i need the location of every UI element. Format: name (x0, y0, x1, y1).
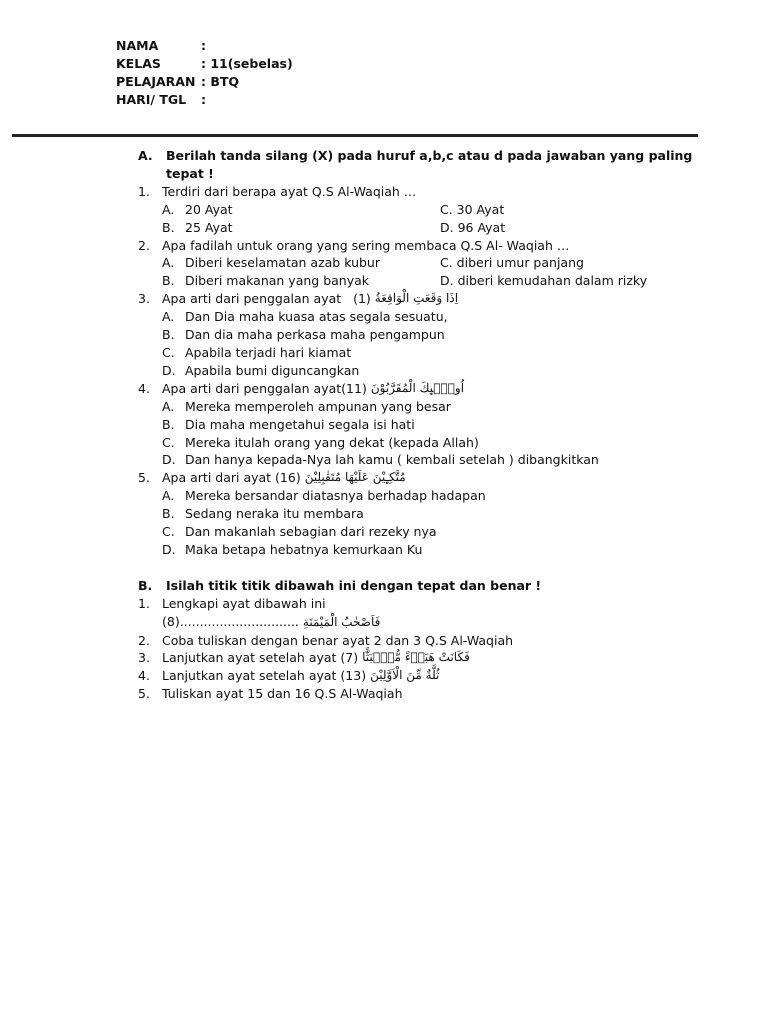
option-text: Dan hanya kepada-Nya lah kamu ( kembali setelah ) dibangkitkan (185, 452, 599, 468)
question-number: 5. (138, 470, 150, 486)
option-text: Apabila terjadi hari kiamat (185, 344, 352, 360)
header-row-nama (116, 37, 293, 55)
header-value: : BTQ (201, 74, 240, 89)
option-text: Dan Dia maha kuasa atas segala sesuatu, (185, 309, 448, 325)
essay-question-5 (138, 685, 698, 703)
section-a-title (138, 147, 698, 183)
question-text: Lanjutkan ayat setelah ayat (13) (162, 668, 367, 684)
section-instruction: Berilah tanda silang (X) pada huruf a,b,c atau d pada jawaban yang paling tepat ! (166, 148, 693, 181)
option-a[interactable] (162, 201, 440, 219)
option-text: D. 96 Ayat (440, 219, 506, 235)
option-letter: A. (162, 255, 175, 271)
arabic-verse: فَكَانَتْ هَبَاۤءً مُّنْۢبَثًّا (362, 650, 470, 665)
header-value: : (201, 92, 206, 107)
question-number: 2. (138, 237, 150, 253)
option-text: Maka betapa hebatnya kemurkaan Ku (185, 541, 423, 557)
essay-question-4 (138, 667, 698, 685)
section-number: B. (138, 577, 153, 593)
option-text: D. diberi kemudahan dalam rizky (440, 273, 648, 289)
arabic-verse: ثُلَّةٌ مِّنَ الْاَوَّلِيْنَ (370, 668, 440, 683)
essay-question-2 (138, 632, 698, 650)
option-c[interactable] (162, 523, 698, 541)
option-letter: B. (162, 219, 175, 235)
question-text: Lengkapi ayat dibawah ini (162, 595, 326, 611)
worksheet-content (138, 147, 698, 703)
section-instruction: Isilah titik titik dibawah ini dengan tepat dan benar ! (166, 577, 542, 593)
question-text: Apa arti dari penggalan ayat(11) (162, 380, 367, 396)
option-text: Dan makanlah sebagian dari rezeky nya (185, 524, 437, 540)
option-letter: B. (162, 506, 175, 522)
option-text: Dan dia maha perkasa maha pengampun (185, 327, 445, 343)
option-d[interactable] (440, 219, 698, 237)
option-b[interactable] (162, 416, 698, 434)
option-a[interactable] (162, 398, 698, 416)
option-d[interactable] (162, 541, 698, 559)
option-letter: A. (162, 201, 175, 217)
option-c[interactable] (162, 434, 698, 452)
question-number: 5. (138, 686, 150, 702)
option-d[interactable] (162, 362, 698, 380)
option-b[interactable] (162, 219, 440, 237)
option-letter: B. (162, 416, 175, 432)
section-number: A. (138, 148, 153, 163)
option-letter: A. (162, 309, 175, 325)
option-letter: A. (162, 488, 175, 504)
question-5 (138, 469, 698, 487)
option-text: Mereka itulah orang yang dekat (kepada Allah) (185, 434, 479, 450)
option-letter: B. (162, 327, 175, 343)
option-b[interactable] (162, 272, 440, 290)
option-letter: A. (162, 398, 175, 414)
essay-question-1 (138, 595, 698, 613)
option-text: C. 30 Ayat (440, 201, 505, 217)
question-number: 4. (138, 380, 150, 396)
option-d[interactable] (162, 451, 698, 469)
question-number: 3. (138, 650, 150, 666)
question-2 (138, 237, 698, 255)
option-a[interactable] (162, 254, 440, 272)
option-text: 20 Ayat (185, 201, 233, 217)
option-c[interactable] (162, 344, 698, 362)
header-divider (12, 134, 698, 137)
question-1-options (162, 201, 698, 237)
option-a[interactable] (162, 487, 698, 505)
header-value: : 11(sebelas) (201, 56, 293, 71)
essay-question-3 (138, 649, 698, 667)
option-text: 25 Ayat (185, 219, 233, 235)
question-text: Terdiri dari berapa ayat Q.S Al-Waqiah … (162, 183, 417, 199)
question-3-options (162, 308, 698, 380)
option-text: Diberi makanan yang banyak (185, 273, 370, 289)
header-label: HARI/ TGL (116, 92, 187, 107)
question-1 (138, 183, 698, 201)
option-text: Sedang neraka itu membara (185, 506, 364, 522)
option-letter: C. (162, 434, 175, 450)
option-letter: D. (162, 541, 176, 557)
arabic-verse: اُولٰۤىِٕكَ الْمُقَرَّبُوْنَ (370, 380, 465, 395)
option-d[interactable] (440, 272, 698, 290)
option-c[interactable] (440, 201, 698, 219)
question-number: 4. (138, 668, 150, 684)
question-2-options (162, 254, 698, 290)
student-info-header (116, 37, 293, 109)
option-letter: C. (162, 344, 175, 360)
option-text: Dia maha mengetahui segala isi hati (185, 416, 415, 432)
question-text: Coba tuliskan dengan benar ayat 2 dan 3 Q.S Al-Waqiah (162, 632, 514, 648)
question-5-options (162, 487, 698, 559)
header-value: : (201, 38, 206, 53)
question-text: Apa arti dari penggalan ayat (162, 291, 342, 307)
question-4-options (162, 398, 698, 470)
option-letter: B. (162, 273, 175, 289)
option-letter: D. (162, 452, 176, 468)
header-label: NAMA (116, 38, 159, 53)
option-text: Mereka memperoleh ampunan yang besar (185, 398, 451, 414)
question-text: Apa fadilah untuk orang yang sering membaca Q.S Al- Waqiah … (162, 237, 570, 253)
question-text: Lanjutkan ayat setelah ayat (7) (162, 650, 359, 666)
header-label: PELAJARAN (116, 74, 196, 89)
arabic-verse: مُتَّكِـِٕيْنَ عَلَيْهَا مُتَقٰبِلِيْنَ (304, 470, 406, 485)
question-number: 1. (138, 595, 150, 611)
blank-line[interactable]: (8).............................. (162, 613, 299, 629)
header-row-hari-tgl (116, 91, 293, 109)
ayah-number: (1) (353, 291, 371, 307)
header-label: KELAS (116, 56, 161, 71)
question-4 (138, 380, 698, 398)
section-spacer (138, 559, 698, 577)
option-c[interactable] (440, 254, 698, 272)
question-number: 1. (138, 183, 150, 199)
option-text: Mereka bersandar diatasnya berhadap hadapan (185, 488, 486, 504)
option-letter: D. (162, 362, 176, 378)
option-a[interactable] (162, 308, 698, 326)
fill-in-blank[interactable] (162, 613, 698, 632)
header-row-kelas (116, 55, 293, 73)
question-number: 2. (138, 632, 150, 648)
section-b-title (138, 577, 698, 595)
option-letter: C. (162, 524, 175, 540)
option-text: C. diberi umur panjang (440, 255, 584, 271)
option-text: Diberi keselamatan azab kubur (185, 255, 380, 271)
question-text: Apa arti dari ayat (16) (162, 470, 301, 486)
arabic-verse: فَاَصْحٰبُ الْمَيْمَنَةِ (302, 614, 381, 629)
arabic-verse: اِذَا وَقَعَتِ الْوَاقِعَةُ (374, 291, 459, 306)
header-row-pelajaran (116, 73, 293, 91)
option-b[interactable] (162, 326, 698, 344)
option-text: Apabila bumi diguncangkan (185, 362, 360, 378)
question-text: Tuliskan ayat 15 dan 16 Q.S Al-Waqiah (162, 686, 403, 702)
question-3 (138, 290, 698, 308)
option-b[interactable] (162, 505, 698, 523)
question-number: 3. (138, 291, 150, 307)
